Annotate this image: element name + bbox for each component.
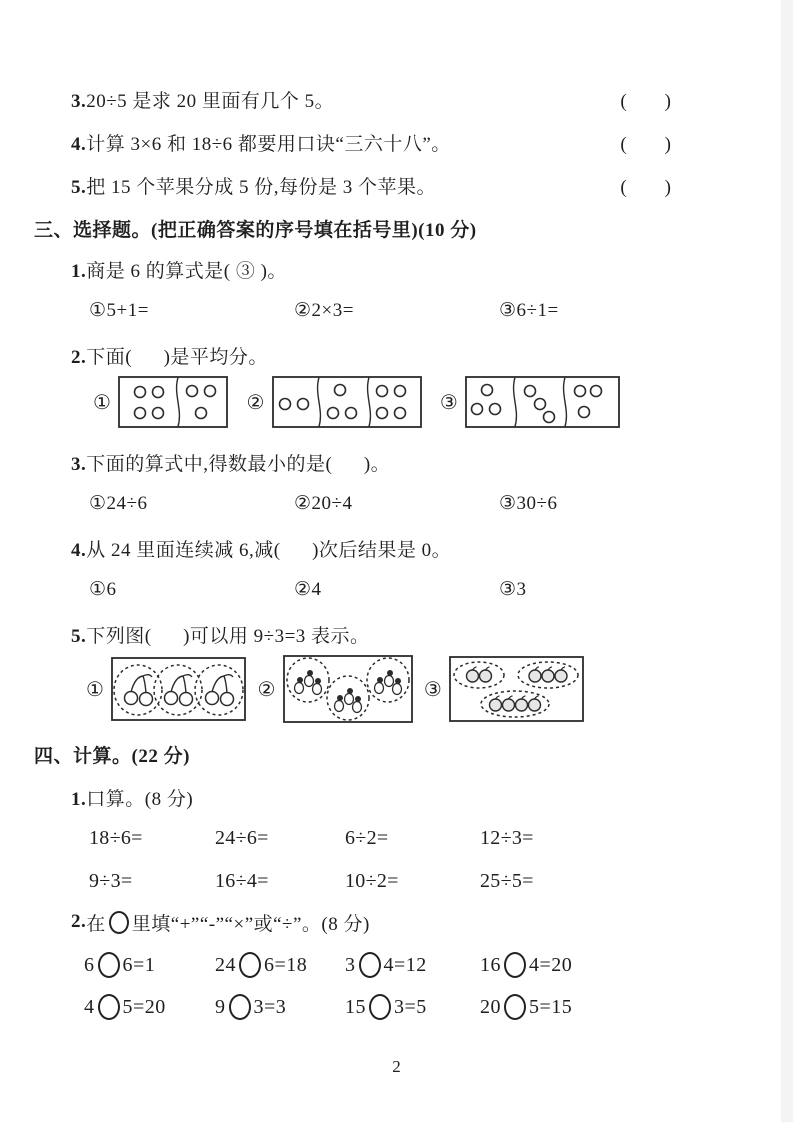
question-number: 2. <box>71 347 87 368</box>
judge-text <box>71 86 334 113</box>
s3-q4-options <box>0 578 793 602</box>
fill-equation <box>480 952 572 978</box>
right-part: 4=20 <box>529 953 573 976</box>
operator-circle-blank <box>369 994 391 1020</box>
s4-q2-title <box>0 908 793 936</box>
s3-q3-options <box>0 492 793 516</box>
option-2: ②2×3= <box>294 300 354 321</box>
cherry-groups-diagram <box>111 657 246 721</box>
fill-equation <box>480 994 572 1020</box>
item-number: 4. <box>71 134 87 155</box>
s3-q2-diagrams <box>0 376 793 428</box>
operator-circle-blank <box>504 994 526 1020</box>
equal-share-diagram-3 <box>465 376 620 428</box>
fill-operator-row-1 <box>0 950 793 980</box>
operator-circle-blank <box>229 994 251 1020</box>
judge-item-4 <box>0 129 793 153</box>
judge-item-3 <box>0 86 793 110</box>
fill-equation <box>215 952 345 978</box>
question-number: 1. <box>71 261 87 282</box>
judge-text <box>71 172 436 199</box>
answer-bracket: ( ) <box>620 177 671 198</box>
right-part: 5=20 <box>122 995 166 1018</box>
left-operand: 9 <box>215 995 226 1018</box>
answer-bracket: ( ) <box>620 134 671 155</box>
question-text: 从 24 里面连续减 6,减( )次后结果是 0。 <box>86 540 452 561</box>
equal-share-diagram-2 <box>272 376 422 428</box>
question-text: 下面( )是平均分。 <box>86 347 268 368</box>
question-number: 3. <box>71 454 87 475</box>
question-text-pre: 在 <box>86 913 106 935</box>
option-2: ②20÷4 <box>294 493 353 514</box>
right-part: 3=5 <box>394 995 427 1018</box>
section3-title: 三、选择题。(把正确答案的序号填在括号里)(10 分) <box>34 220 477 241</box>
page-number: 2 <box>392 1057 401 1076</box>
s3-q1-text <box>0 256 793 280</box>
option-1: ①6 <box>89 579 117 600</box>
diagram-label-2: ② <box>246 391 265 414</box>
option-3: ③30÷6 <box>499 493 558 514</box>
option-3: ③6÷1= <box>499 300 559 321</box>
item-number: 5. <box>71 177 87 198</box>
left-operand: 3 <box>345 953 356 976</box>
right-part: 6=1 <box>122 953 156 976</box>
left-operand: 6 <box>84 953 95 976</box>
option-1: ①24÷6 <box>89 493 148 514</box>
oral-calc-row-2 <box>0 870 793 894</box>
right-part: 4=12 <box>383 953 427 976</box>
judge-item-5 <box>0 172 793 196</box>
option-1: ①5+1= <box>89 300 149 321</box>
fill-equation <box>215 994 345 1020</box>
scan-edge-shading <box>781 0 793 1122</box>
question-text-post: 里填“+”“-”“×”或“÷”。(8 分) <box>131 913 370 935</box>
left-operand: 4 <box>84 995 95 1018</box>
answer-bracket: ( ) <box>620 91 671 112</box>
left-operand: 24 <box>215 953 236 976</box>
item-number: 3. <box>71 91 87 112</box>
equation: 6÷2= <box>345 827 389 849</box>
question-text: 下面的算式中,得数最小的是( )。 <box>86 454 391 475</box>
item-text: 20÷5 是求 20 里面有几个 5。 <box>86 91 335 112</box>
option-3: ③3 <box>499 579 527 600</box>
right-part: 3=3 <box>253 995 287 1018</box>
right-part: 5=15 <box>529 995 573 1018</box>
fill-equation <box>84 952 215 978</box>
item-text: 计算 3×6 和 18÷6 都要用口诀“三六十八”。 <box>86 134 451 155</box>
equal-share-diagram-1 <box>118 376 228 428</box>
operator-circle-icon <box>109 911 129 934</box>
fill-equation <box>345 952 480 978</box>
fill-operator-row-2 <box>0 992 793 1022</box>
equation: 10÷2= <box>345 870 399 892</box>
judge-text <box>71 129 451 156</box>
question-text: 商是 6 的算式是( ③ )。 <box>86 261 287 282</box>
right-part: 6=18 <box>264 953 308 976</box>
s4-q1-title <box>0 784 793 808</box>
question-number: 5. <box>71 626 87 647</box>
diagram-label-1: ① <box>86 678 105 701</box>
section4-title: 四、计算。(22 分) <box>34 746 190 767</box>
item-text: 把 15 个苹果分成 5 份,每份是 3 个苹果。 <box>86 177 437 198</box>
equation: 12÷3= <box>480 827 534 849</box>
question-text: 口算。(8 分) <box>86 789 194 810</box>
left-operand: 16 <box>480 953 501 976</box>
operator-circle-blank <box>239 952 261 978</box>
left-operand: 15 <box>345 995 366 1018</box>
operator-circle-blank <box>359 952 381 978</box>
operator-circle-blank <box>504 952 526 978</box>
peach-groups-diagram <box>449 656 584 722</box>
s3-q2-text <box>0 342 793 366</box>
equation: 9÷3= <box>89 870 133 892</box>
s3-q5-diagrams <box>0 655 793 723</box>
equation: 25÷5= <box>480 870 534 892</box>
diagram-label-3: ③ <box>439 391 459 414</box>
diagram-label-2: ② <box>257 678 276 701</box>
equation: 16÷4= <box>215 870 269 892</box>
diagram-label-3: ③ <box>423 678 443 701</box>
oral-calc-row-1 <box>0 827 793 851</box>
question-number: 1. <box>71 789 87 810</box>
operator-circle-blank <box>98 994 120 1020</box>
question-text: 下列图( )可以用 9÷3=3 表示。 <box>86 626 370 647</box>
judge-section <box>0 86 793 196</box>
s3-q4-text <box>0 535 793 559</box>
diagram-label-1: ① <box>93 391 112 414</box>
left-operand: 20 <box>480 995 501 1018</box>
chick-groups-diagram <box>283 655 413 723</box>
s3-q5-text <box>0 621 793 645</box>
question-number: 4. <box>71 540 87 561</box>
option-2: ②4 <box>294 579 322 600</box>
question-number: 2. <box>71 911 87 932</box>
equation: 24÷6= <box>215 827 269 849</box>
fill-equation <box>345 994 480 1020</box>
operator-circle-blank <box>98 952 120 978</box>
s3-q3-text <box>0 449 793 473</box>
s3-q1-options <box>0 299 793 323</box>
fill-equation <box>84 994 215 1020</box>
equation: 18÷6= <box>89 827 143 849</box>
